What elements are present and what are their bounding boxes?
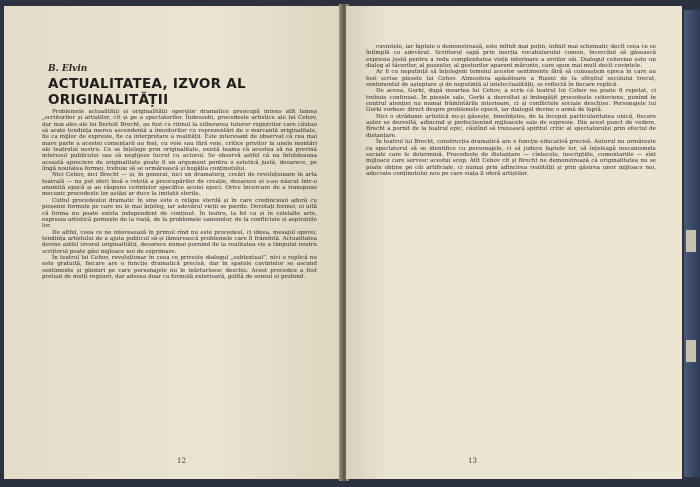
paragraph: cuvintele, iar faptele o demonstrează, este infinit mai puțin, infinit mai schematic decît ceea ce se întîmplă cu adevărat. Scriitorul sapă prin inerția vocabularului comun, încercînd să găsească expresia justă pentru a reda complexitatea vieții interioare a eroilor săi. Dialogul cehovian este un dialog al tăcerilor, al pauzelor, al gesturilor aparent mărunte, care spun mai mult decît cuvintele. <box>366 44 656 70</box>
book-edge <box>684 10 700 477</box>
article-author: B. Elvin <box>48 64 88 74</box>
page-number-left: 12 <box>177 457 186 465</box>
page-number-right: 13 <box>468 457 477 465</box>
right-page <box>346 6 682 479</box>
left-body-text <box>42 109 317 479</box>
paragraph: În teatrul lui Cehov, revoluționar în ceea ce privește dialogul „subtextual”, nici o replică nu este gratuită, fiecare are o funcție dramatică precisă, dar în spatele cuvintelor se ascund sentimente și gînduri pe care personajele nu le mărturisesc deschis. Acest procedeu a fost preluat de mulți regizori, dar adesea doar ca formulă exterioară, golită de sensul ei profund. <box>42 254 317 280</box>
paragraph: Nici o strădanie artistică nu-și găsește, bineînțeles, de la început particularitatea unică, fiecare autor se dezvoltă, adîncind și perfecționînd mijloacele sale de expresie. Din acest punct de vedere, Brecht a pornit de la teatrul epic, căutînd să trezească spiritul critic al spectatorului prin efectul de distanțare. <box>366 113 656 139</box>
article-title: ACTUALITATEA, IZVOR AL ORIGINALITĂȚII <box>48 76 246 108</box>
paragraph: Ar fi cu neputință să înțelegem temeiul acestor sentimente fără să cunoaștem epoca în care au fost scrise piesele lui Cehov. Atmosfera apăsătoare a Rusiei de la sfîrșitul secolului trecut, sentimentul de așteptare și de neputință al intelectualității, se reflectă în fiecare replică. <box>366 69 656 89</box>
paragraph: De aceea, Gorki, după moartea lui Cehov, a scris că teatrul lui Cehov nu poate fi repetat, ci trebuie continuat. În piesele sale, Gorki a dezvoltat și îmbogățit procedeele cehoviene, punînd în centrul atenției nu numai frămîntările interioare, ci și conflictele sociale deschise. Personajele lui Gorki vorbesc direct despre problemele epocii, iar dialogul devine o armă de luptă. <box>366 88 656 114</box>
paragraph: În teatrul lui Brecht, construcția dramatică are o funcție educativă precisă. Autorul nu urmărește ca spectatorul să se identifice cu personajele, ci să judece faptele lor, să înțeleagă mecanismele sociale care le determină. Procedeele de distanțare — cîntecele, inscripțiile, comentariile — sînt mijloace care servesc acestui scop. Atît Cehov cît și Brecht ne demonstrează că originalitatea nu se poate obține pe căi artificiale, ci numai prin adîncirea realității și prin găsirea unor mijloace noi, adecvate conținutului nou pe care viața îl oferă artiștilor. <box>366 139 656 177</box>
page-tab-marker <box>686 340 696 362</box>
left-page <box>4 6 343 479</box>
page-tab-marker <box>686 230 696 252</box>
paragraph: Nici Cehov, nici Brecht — și, în general, nici un dramaturg, creări de revoluționare în arta teatrală — nu pot oferi însă o rețetă a preocupărilor de creație, deoarece ei s-au născut într-o anumită epocă și au răspuns cerințelor specifice acelei epoci. Orice încercare de a transpune mecanic procedeele lor astăzi ar duce la imitații sterile. <box>42 172 317 198</box>
paragraph: Problemele actualității și originalității operelor dramatice preocupă intens atît lumea „scriitorilor și artiștilor, cît și pe a spectatorilor. Îndeosebi, procedeele artistice ale lui Cehov, dar mai ales ale lui Bertolt Brecht, au fost cu ritmul la eliberarea tuturor regiștrilor care căutau să arate tendința mereu ascendentă a înnoitorilor cu reprezentări de o marcantă originalitate, fie ca mijloc de expresie, fie ca interpretare a realității. Este interesant de observat că cea mai mare parte a acestei comentarii au fost, cu voie sau fără voie, critice privitor la unele montări ale teatrului nostru. Ce se înțelege prin originalitate, există teama că acestea să nu prevină interesul publicului sau să neglijeze lucrul cu actorul. Se observă astfel că nu întotdeauna această apreciere de originalitate poate fi un argument pentru o estetică justă, deoarece, pe lîngă noutatea formei, trebuie să se urmărească și bogăția conținutului. <box>42 109 317 173</box>
paragraph: De altfel, ceea ce ne interesează în primul rînd nu este procedeul, ci ideea, mesajul operei, tendința artistului de a ajuta publicul să-și lămurească problemele care îl frămîntă. Actualitatea devine astfel izvorul originalității, deoarece numai pornind de la realitatea vie a timpului nostru scriitorul poate găsi mijloace noi de exprimare. <box>42 229 317 255</box>
right-body-text <box>366 44 656 439</box>
paragraph: Cultul procedeului dramatic în sine este o religie sterilă și în care credincioșii adoră cu pioșenie formule pe care nu le mai înțeleg, iar adevărul vieții se pierde. Devotați formei, ei uită că forma nu poate exista independent de conținut. În teatru, la fel ca și în celelalte arte, expresia artistică pornește de la viață, de la problemele oamenilor, de la conflictele și aspirațiile lor. <box>42 197 317 230</box>
